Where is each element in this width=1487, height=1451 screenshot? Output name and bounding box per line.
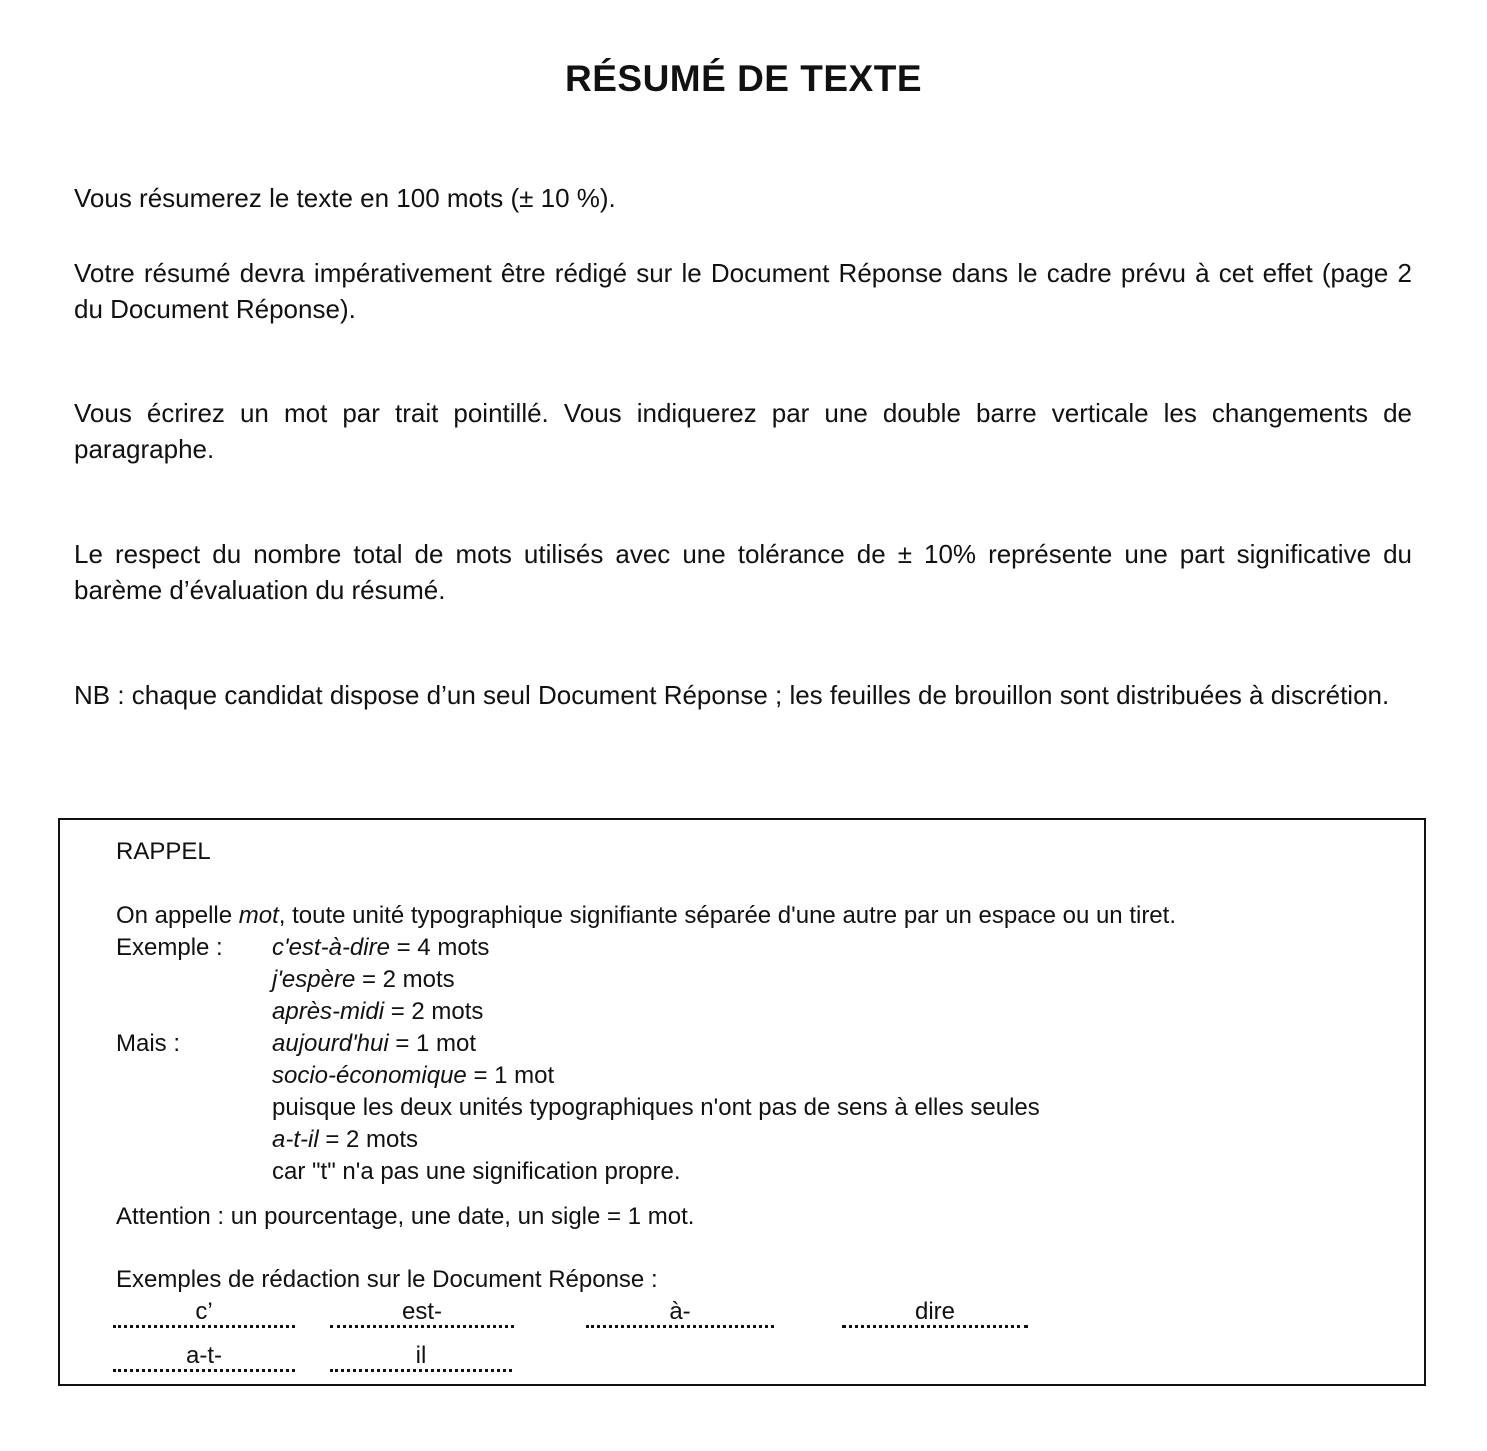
explication-t: car "t" n'a pas une signification propre. (272, 1158, 681, 1185)
instruction-tolerance: Le respect du nombre total de mots utilisés avec une tolérance de ± 10% représente une part significative du barème d’évaluation du résumé. (74, 539, 1412, 605)
instruction-document-reponse: Votre résumé devra impérativement être rédigé sur le Document Réponse dans le cadre prévu à cet effet (page 2 du Document Réponse). (74, 258, 1412, 324)
attention-note: Attention : un pourcentage, une date, un sigle = 1 mot. (116, 1203, 695, 1230)
instruction-word-count: Vous résumerez le texte en 100 mots (± 10 %). (74, 183, 616, 213)
dotted-word-slot: il (330, 1342, 512, 1372)
exemple-label: Exemple : (116, 934, 223, 961)
dotted-word-slot: a-t- (113, 1342, 295, 1372)
explication-unites: puisque les deux unités typographiques n'ont pas de sens à elles seules (272, 1094, 1040, 1121)
exemples-redaction-label: Exemples de rédaction sur le Document Réponse : (116, 1266, 658, 1293)
rappel-heading: RAPPEL (116, 838, 211, 865)
instruction-pointille: Vous écrirez un mot par trait pointillé. Vous indiquerez par une double barre verticale les changements de paragraphe. (74, 398, 1412, 464)
mais-item: socio-économique = 1 mot (272, 1062, 555, 1089)
dotted-word-slot: est- (330, 1298, 514, 1328)
dotted-word-slot: dire (842, 1298, 1028, 1328)
rappel-box (58, 818, 1426, 1386)
exemple-item: après-midi = 2 mots (272, 998, 484, 1025)
mais-label: Mais : (116, 1030, 181, 1057)
definition-term: mot (238, 902, 279, 929)
page-title: RÉSUMÉ DE TEXTE (565, 58, 922, 99)
rappel-definition: On appelle mot, toute unité typographique signifiante séparée d'une autre par un espace ou un tiret. (116, 902, 1176, 929)
instruction-nb: NB : chaque candidat dispose d’un seul Document Réponse ; les feuilles de brouillon sont distribuées à discrétion. (74, 680, 1390, 710)
mais-item: aujourd'hui = 1 mot (272, 1030, 477, 1057)
exemple-item: c'est-à-dire = 4 mots (272, 934, 490, 961)
dotted-word-slot: à- (586, 1298, 774, 1328)
dotted-word-slot: c’ (113, 1298, 295, 1328)
exemple-item: j'espère = 2 mots (272, 966, 455, 993)
mais-item: a-t-il = 2 mots (272, 1126, 419, 1153)
